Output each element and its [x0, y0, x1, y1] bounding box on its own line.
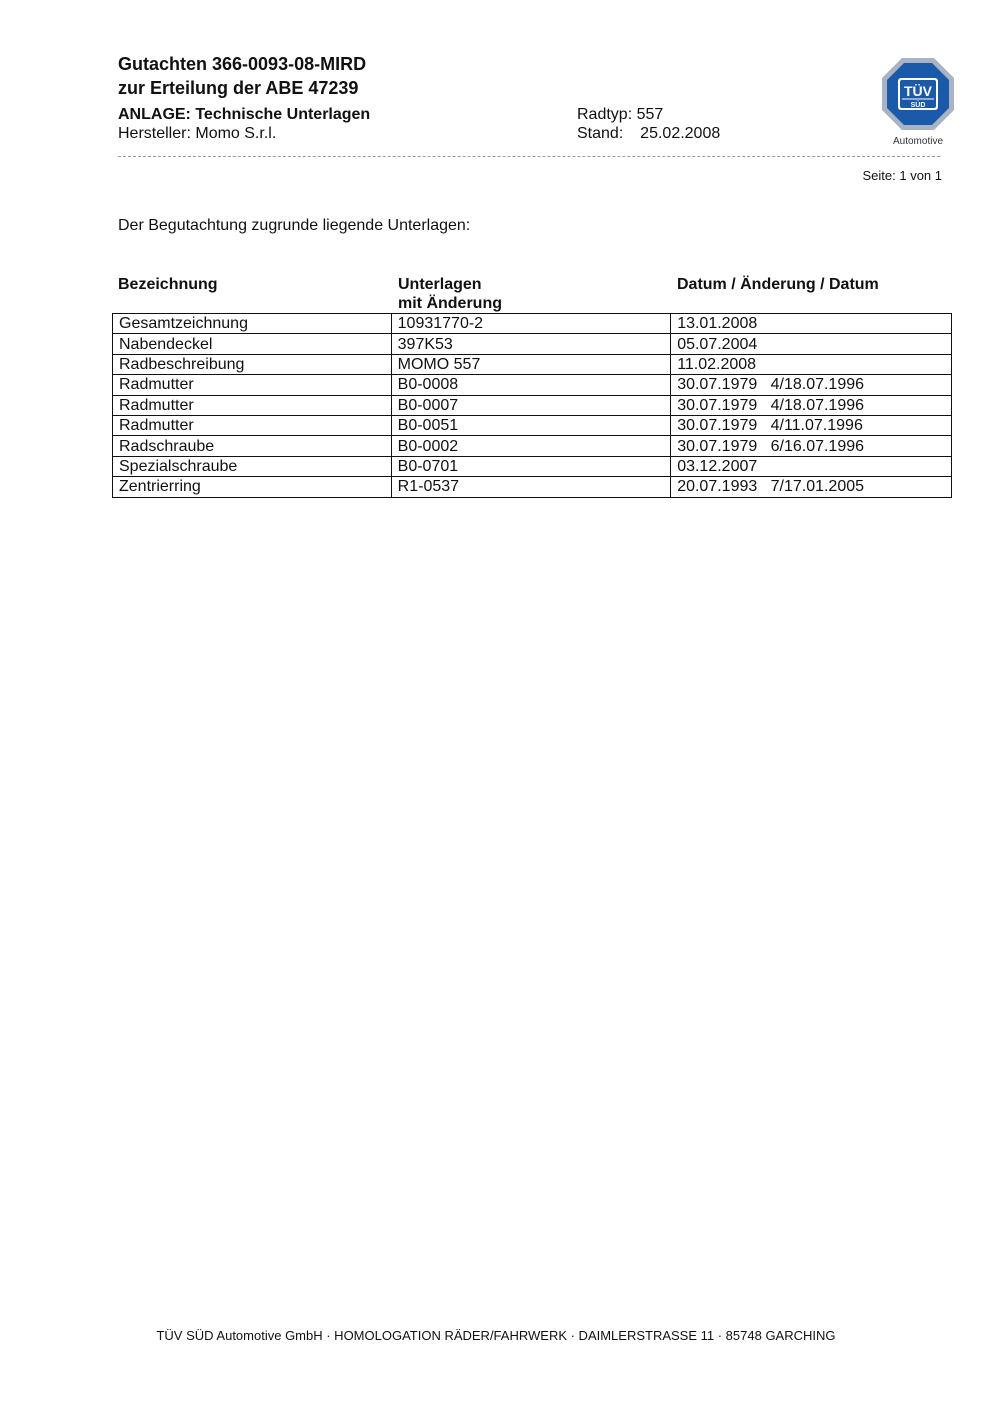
- cell-bezeichnung: Zentrierring: [113, 477, 392, 497]
- table-row: [113, 354, 952, 374]
- stand-value: 25.02.2008: [640, 125, 721, 142]
- cell-unterlagen: B0-0701: [391, 456, 671, 476]
- logo-mark-top: TÜV: [904, 83, 932, 99]
- cell-bezeichnung: Radmutter: [113, 375, 392, 395]
- header-divider: [118, 156, 940, 157]
- page-footer: TÜV SÜD Automotive GmbH · HOMOLOGATION RÄDER/FAHRWERK · DAIMLERSTRASSE 11 · 85748 GARCHING: [156, 1328, 836, 1343]
- cell-unterlagen: R1-0537: [391, 477, 671, 497]
- unterlagen-table: [112, 313, 952, 498]
- logo-mark-bottom: SÜD: [910, 102, 926, 109]
- cell-unterlagen: B0-0002: [391, 436, 671, 456]
- page-number: Seite: 1 von 1: [862, 168, 942, 183]
- table-row: [113, 477, 952, 497]
- cell-datum: 30.07.1979 4/18.07.1996: [671, 395, 952, 415]
- cell-datum: 13.01.2008: [671, 314, 952, 334]
- cell-unterlagen: 10931770-2: [391, 314, 671, 334]
- table-row: [113, 436, 952, 456]
- column-header-unterlagen-line2: mit Änderung: [398, 295, 502, 312]
- cell-datum: 05.07.2004: [671, 334, 952, 354]
- cell-datum: 30.07.1979 4/11.07.1996: [671, 415, 952, 435]
- hersteller-label: Hersteller:: [118, 125, 191, 142]
- radtyp-line: [577, 105, 663, 124]
- table-row: [113, 456, 952, 476]
- radtyp-label: Radtyp:: [577, 106, 633, 123]
- tuv-sud-logo: [880, 56, 956, 137]
- cell-unterlagen: B0-0008: [391, 375, 671, 395]
- hersteller-line: [118, 124, 276, 143]
- table-row: [113, 375, 952, 395]
- cell-bezeichnung: Spezialschraube: [113, 456, 392, 476]
- table-row: [113, 334, 952, 354]
- cell-bezeichnung: Gesamtzeichnung: [113, 314, 392, 334]
- table-row: [113, 314, 952, 334]
- cell-bezeichnung: Nabendeckel: [113, 334, 392, 354]
- cell-datum: 20.07.1993 7/17.01.2005: [671, 477, 952, 497]
- cell-unterlagen: 397K53: [391, 334, 671, 354]
- cell-bezeichnung: Radmutter: [113, 395, 392, 415]
- logo-caption: Automotive: [892, 136, 944, 147]
- cell-datum: 30.07.1979 6/16.07.1996: [671, 436, 952, 456]
- table-row: [113, 415, 952, 435]
- document-subtitle: zur Erteilung der ABE 47239: [118, 78, 359, 98]
- anlage-value: Technische Unterlagen: [195, 106, 371, 123]
- stand-line: [577, 124, 720, 143]
- column-header-unterlagen-line1: Unterlagen: [398, 276, 482, 293]
- cell-unterlagen: B0-0051: [391, 415, 671, 435]
- hersteller-value: Momo S.r.l.: [195, 125, 277, 142]
- stand-label: Stand:: [577, 125, 624, 142]
- column-header-datum: Datum / Änderung / Datum: [677, 276, 879, 293]
- anlage-label: ANLAGE:: [118, 106, 191, 123]
- cell-datum: 11.02.2008: [671, 354, 952, 374]
- tuv-octagon-icon: [880, 56, 956, 132]
- cell-bezeichnung: Radschraube: [113, 436, 392, 456]
- table-row: [113, 395, 952, 415]
- intro-text: Der Begutachtung zugrunde liegende Unterlagen:: [118, 217, 471, 234]
- cell-bezeichnung: Radmutter: [113, 415, 392, 435]
- cell-unterlagen: MOMO 557: [391, 354, 671, 374]
- cell-datum: 03.12.2007: [671, 456, 952, 476]
- document-title: Gutachten 366-0093-08-MIRD: [118, 54, 367, 74]
- cell-datum: 30.07.1979 4/18.07.1996: [671, 375, 952, 395]
- column-header-bezeichnung: Bezeichnung: [118, 276, 218, 293]
- column-header-unterlagen: [398, 275, 502, 313]
- anlage-line: [118, 105, 370, 124]
- cell-bezeichnung: Radbeschreibung: [113, 354, 392, 374]
- radtyp-value: 557: [636, 106, 664, 123]
- cell-unterlagen: B0-0007: [391, 395, 671, 415]
